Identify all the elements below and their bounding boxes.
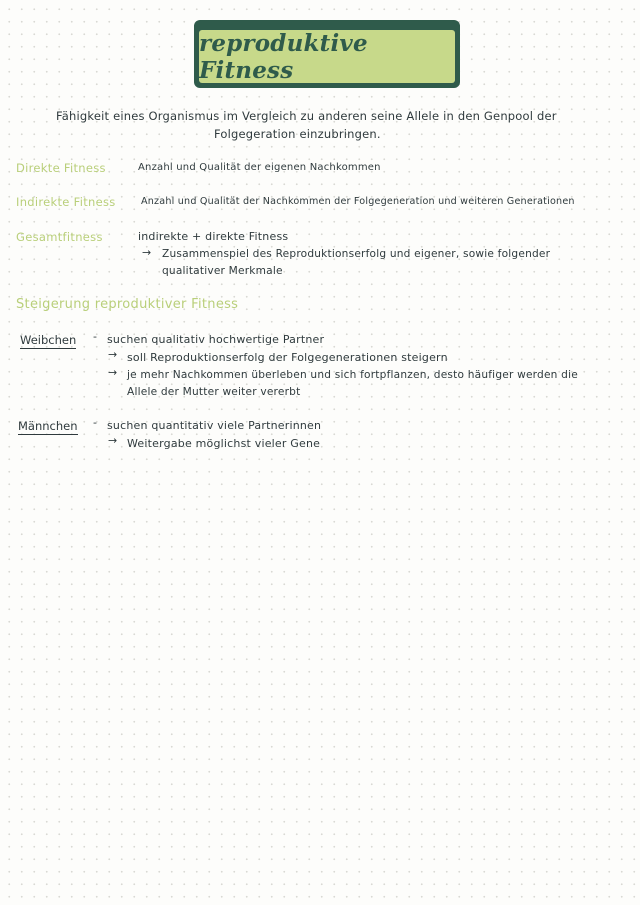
weibchen-arrow-2-line-2: Allele der Mutter weiter vererbt — [127, 386, 301, 398]
weibchen-arrow-1: soll Reproduktionserfolg der Folgegenerationen steigern — [127, 351, 448, 364]
arrow-icon: → — [108, 348, 118, 361]
definition-line-2: Folgegeration einzubringen. — [214, 127, 381, 141]
term-text-direct: Anzahl und Qualität der eigenen Nachkommen — [138, 162, 381, 173]
arrow-icon: → — [142, 246, 152, 259]
section-heading: Steigerung reproduktiver Fitness — [16, 297, 239, 312]
term-text-indirect: Anzahl und Qualität der Nachkommen der Folgegeneration und weiteren Generationen — [141, 196, 575, 207]
arrow-icon: → — [108, 366, 118, 379]
term-label-total: Gesamtfitness — [16, 230, 103, 244]
weibchen-label: Weibchen — [20, 333, 77, 347]
term-text-total: indirekte + direkte Fitness — [138, 230, 289, 243]
term-arrow-total-line-2: qualitativer Merkmale — [162, 265, 283, 277]
definition-line-1: Fähigkeit eines Organismus im Vergleich zu anderen seine Allele in den Genpool der — [56, 109, 557, 123]
maennchen-arrow-1: Weitergabe möglichst vieler Gene — [127, 437, 321, 450]
arrow-icon: → — [108, 434, 118, 447]
term-arrow-total-line-1: Zusammenspiel des Reproduktionserfolg und eigener, sowie folgender — [162, 248, 551, 260]
maennchen-label: Männchen — [18, 419, 78, 433]
weibchen-point: suchen qualitativ hochwertige Partner — [107, 333, 325, 346]
weibchen-arrow-2-line-1: je mehr Nachkommen überleben und sich fortpflanzen, desto häufiger werden die — [127, 369, 578, 381]
title-card — [194, 20, 460, 88]
maennchen-point: suchen quantitativ viele Partnerinnen — [107, 419, 322, 432]
title-card-inner — [199, 30, 455, 83]
dash-icon: - — [93, 416, 97, 429]
term-label-indirect: Indirekte Fitness — [16, 195, 116, 209]
dash-icon: - — [93, 330, 97, 343]
term-label-direct: Direkte Fitness — [16, 161, 106, 175]
page-title: reproduktive Fitness — [199, 29, 368, 84]
